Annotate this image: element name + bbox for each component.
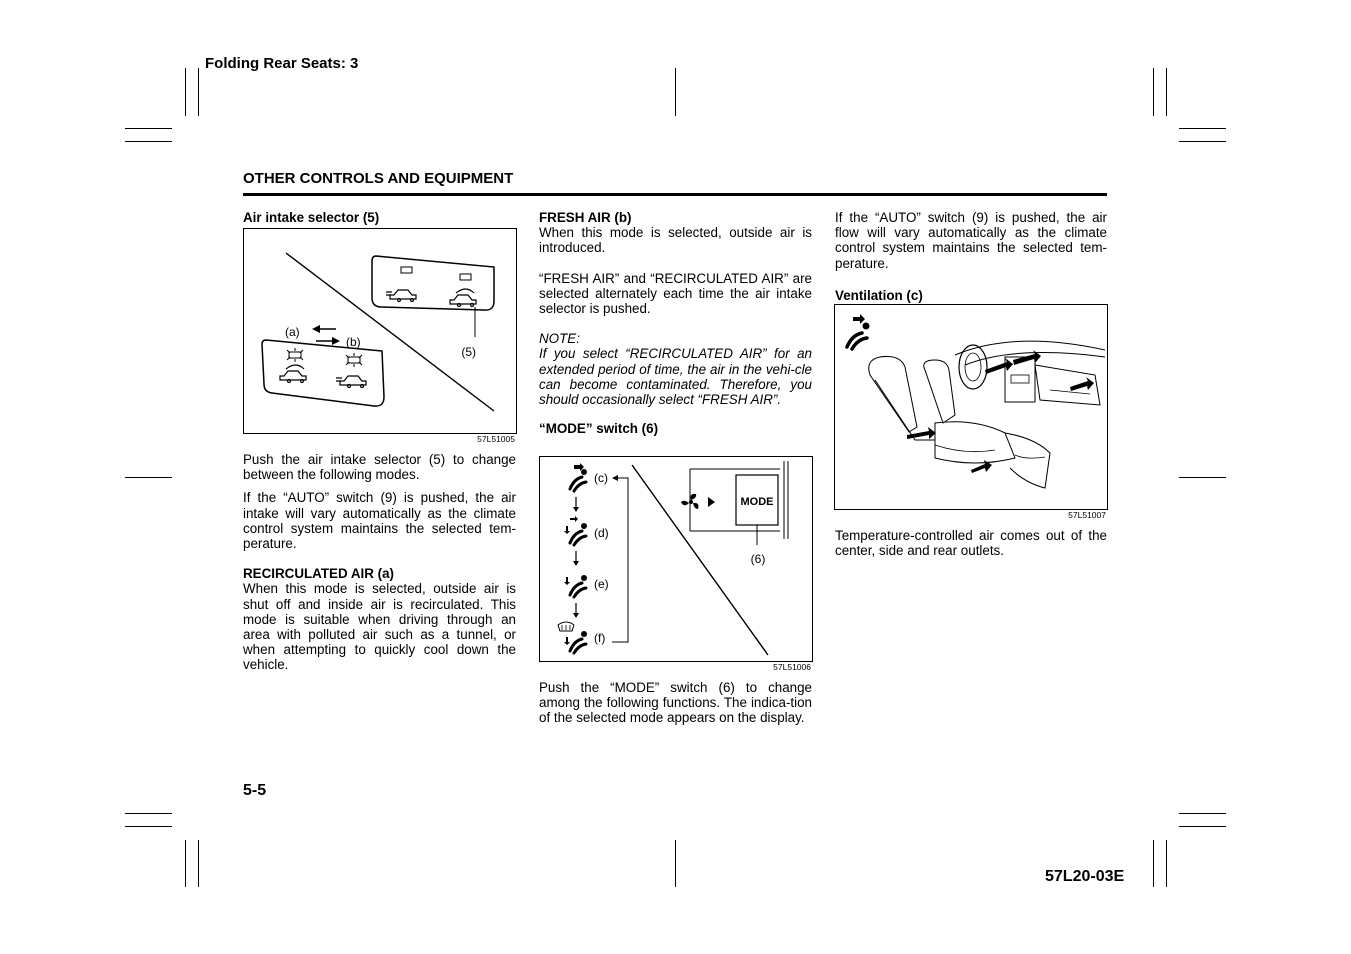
crop-mark: [675, 68, 676, 116]
recirc-heading: RECIRCULATED AIR (a): [243, 566, 395, 582]
air-intake-figure: [243, 228, 517, 434]
car-fresh-icon: [386, 290, 416, 302]
car-recirculate-icon: [450, 289, 476, 307]
figure-code-3: 57L51007: [1068, 510, 1106, 520]
paragraph: Push the “MODE” switch (6) to change among the following functions. The indica-tion of the selected mode appears on the display.: [539, 680, 812, 726]
section-rule: [243, 193, 1107, 196]
paragraph: Push the air intake selector (5) to change between the following modes.: [243, 452, 516, 483]
label-d: (d): [594, 526, 609, 540]
crop-mark: [1153, 840, 1154, 887]
column-1-body: [243, 452, 516, 673]
fresh-indicator-icon: [346, 353, 362, 367]
crop-mark: [1153, 68, 1154, 116]
label-a: (a): [285, 325, 300, 339]
ventilation-heading: Ventilation (c): [835, 287, 923, 303]
document-code: 57L20-03E: [1045, 868, 1125, 885]
paragraph: If the “AUTO” switch (9) is pushed, the air flow will vary automatically as the climate control system maintains the selected tem-perature.: [835, 210, 1107, 271]
foot-vent-icon: [564, 575, 587, 597]
crop-mark: [1166, 840, 1167, 887]
recirculate-indicator-icon: [287, 348, 303, 362]
page-number: 5-5: [243, 782, 267, 799]
figure-code-2: 57L51006: [773, 662, 811, 672]
figure-code-1: 57L51005: [477, 434, 515, 444]
crop-mark: [125, 141, 172, 142]
crop-mark: [1179, 128, 1226, 129]
note-text: If you select “RECIRCULATED AIR” for an extended period of time, the air in the vehi-cle can become contaminated. Therefore, you should occasionally select “FRESH AIR”.: [539, 346, 812, 408]
mode-button-label: MODE: [740, 496, 774, 508]
label-5: (5): [461, 345, 476, 359]
mode-switch-figure: [539, 456, 813, 662]
label-c: (c): [594, 471, 608, 485]
air-intake-heading: Air intake selector (5): [243, 210, 380, 225]
air-intake-illustration: [244, 229, 516, 433]
label-b: (b): [346, 335, 361, 349]
crop-mark: [1179, 477, 1226, 478]
crop-mark: [185, 840, 186, 887]
ventilation-illustration: [835, 305, 1107, 509]
column-3: [835, 210, 1107, 303]
mode-heading: “MODE” switch (6): [539, 421, 659, 437]
paragraph: When this mode is selected, outside air is introduced.: [539, 225, 812, 256]
crop-mark: [1179, 813, 1226, 814]
foot-defrost-vent-icon: [558, 622, 587, 653]
section-title: OTHER CONTROLS AND EQUIPMENT: [243, 170, 514, 187]
bi-level-vent-icon: [564, 516, 587, 545]
crop-mark: [1179, 141, 1226, 142]
fresh-heading: FRESH AIR (b): [539, 210, 632, 225]
car-fresh-lower-icon: [336, 376, 366, 388]
crop-mark: [125, 813, 172, 814]
column-2: [539, 210, 812, 436]
crop-mark: [675, 840, 676, 887]
crop-mark: [125, 826, 172, 827]
crop-mark: [125, 477, 172, 478]
note-label: NOTE:: [539, 331, 580, 347]
crop-mark: [1179, 826, 1226, 827]
running-title: Folding Rear Seats: 3: [205, 55, 359, 72]
paragraph: When this mode is selected, outside air is shut off and inside air is recirculated. This mode is suitable when driving through an area with polluted air such as a tunnel, or when attempting to quickly cool down the vehicle.: [243, 581, 516, 673]
arrow-left-icon: [312, 325, 336, 333]
ventilation-figure: [834, 304, 1108, 510]
face-vent-icon: [847, 314, 870, 349]
paragraph: “FRESH AIR” and “RECIRCULATED AIR” are selected alternately each time the air intake selector is pushed.: [539, 270, 812, 317]
column-3-body: [835, 528, 1107, 558]
crop-mark: [198, 840, 199, 887]
label-e: (e): [594, 577, 609, 591]
label-f: (f): [594, 631, 606, 645]
crop-mark: [125, 128, 172, 129]
column-2-body: [539, 680, 812, 726]
paragraph: Temperature-controlled air comes out of the center, side and rear outlets.: [835, 528, 1107, 559]
paragraph: If the “AUTO” switch (9) is pushed, the air intake will vary automatically as the climate control system maintains the selected tem-perature.: [243, 490, 516, 552]
label-6: (6): [750, 552, 766, 566]
car-recirc-lower-icon: [280, 365, 306, 383]
mode-switch-illustration: [540, 457, 812, 661]
crop-mark: [185, 68, 186, 116]
face-vent-icon: [570, 463, 587, 491]
column-1: [243, 210, 516, 225]
arrow-right-icon: [316, 337, 340, 345]
crop-mark: [1166, 68, 1167, 116]
crop-mark: [198, 68, 199, 116]
